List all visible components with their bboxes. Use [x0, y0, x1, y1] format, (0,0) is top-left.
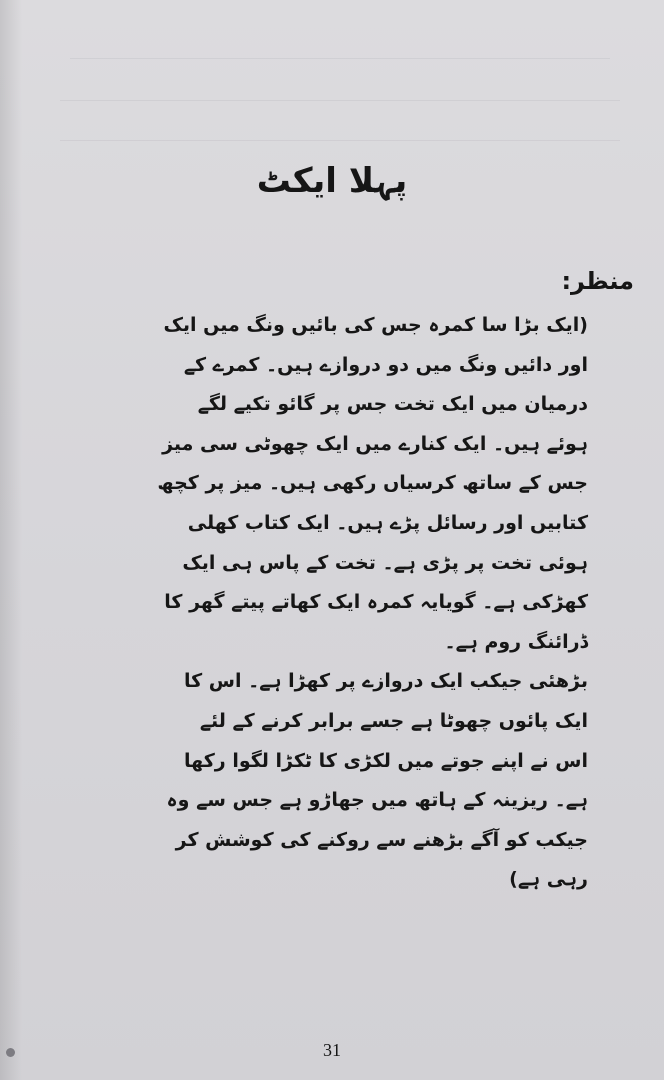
text-line: اس نے اپنے جوتے میں لکڑی کا ٹکڑا لگوا رکھا [184, 749, 588, 772]
text-line: ہے۔ ریزینہ کے ہاتھ میں جھاڑو ہے جس سے وہ [166, 789, 588, 812]
page-corner-mark [6, 1048, 15, 1057]
text-line: ہوئی تخت پر پڑی ہے۔ تخت کے پاس ہی ایک [182, 551, 588, 574]
text-line: رہی ہے) [509, 868, 588, 891]
text-line: ڈرائنگ روم ہے۔ [444, 630, 588, 653]
show-through-line [60, 100, 620, 101]
scene-label: منظر: [561, 267, 634, 295]
show-through-line [70, 58, 610, 59]
page-title: پہلا ایکٹ [256, 161, 408, 201]
text-line: درمیان میں ایک تخت جس پر گائو تکیے لگے [197, 393, 588, 416]
text-line: کتابیں اور رسائل پڑے ہیں۔ ایک کتاب کھلی [187, 511, 588, 534]
text-line: جیکب کو آگے بڑھنے سے روکنے کی کوشش کر [175, 828, 588, 851]
text-line: کھڑکی ہے۔ گویایہ کمرہ ایک کھاتے پیتے گھر کا [164, 591, 588, 614]
text-line: ہوئے ہیں۔ ایک کنارے میں ایک چھوٹی سی میز [162, 432, 588, 455]
page-number: 31 [323, 1040, 341, 1060]
text-line: ایک پائوں چھوٹا ہے جسے برابر کرنے کے لئے [199, 709, 588, 732]
show-through-line [60, 140, 620, 141]
text-line: جس کے ساتھ کرسیاں رکھی ہیں۔ میز پر کچھ [157, 472, 588, 495]
text-line: بڑھئی جیکب ایک دروازے پر کھڑا ہے۔ اس کا [183, 670, 588, 693]
text-line: (ایک بڑا سا کمرہ جس کی بائیں ونگ میں ایک [163, 314, 588, 336]
stage-directions [40, 306, 622, 900]
text-line: اور دائیں ونگ میں دو دروازے ہیں۔ کمرے کے [183, 353, 588, 376]
